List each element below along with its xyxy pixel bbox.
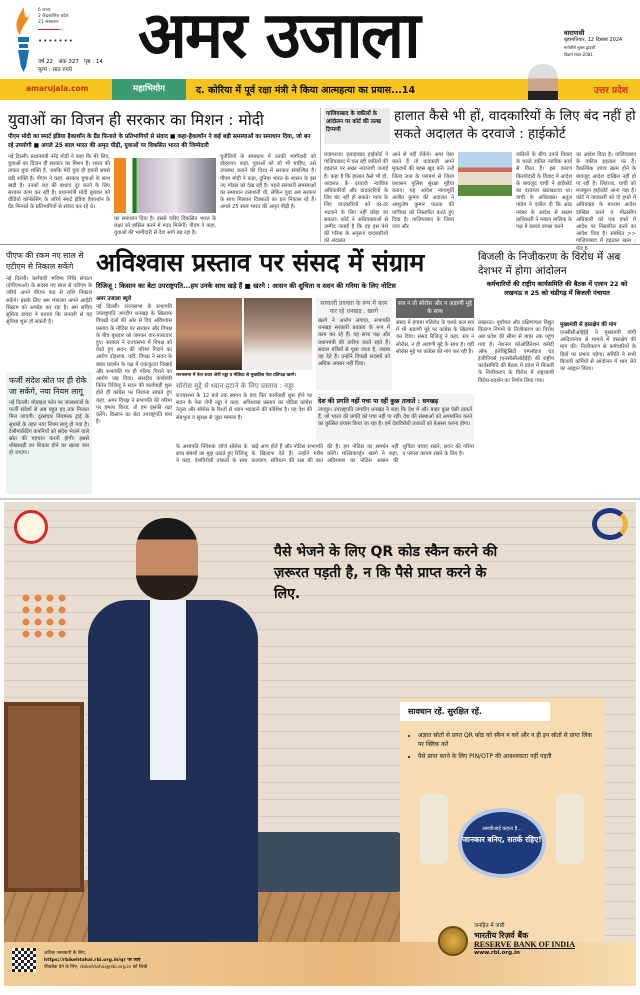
photo-caption: राज्यसभा में नेता सदन जेपी नड्डा व मीडिया से मुखातिब नेता प्रतिपक्ष खरगे।: [176, 373, 297, 378]
note-editions: 21 संस्करण: [38, 20, 59, 25]
body-bottom: के अरबपति निवेशक जॉर्ज सोरोस के साथ संबंधों का मुद्दा उठाते हुए रिजिजू ने कहा, देशविरोधी ताकतों के साथ खड़े आप होते हैं और नोटिस सभापति के खिलाफ देते हैं। उन्होंने गरीब कल्याण, संविधान की रक्षा की बात की है। हम नोटिस का समर्थन नहीं करेंगे। मल्लिकार्जुन खरगे ने कहा, अविश्वास का नोटिस आसन की शुचिता बचाए रखने, सदन की गरिमा व परंपरा कायम रखने के लिए है।: [176, 444, 474, 465]
body-col: का समाधान दिया है। इससे जरिए विकसित भारत के लक्ष्य को हासिल करने में मदद मिलेगी। पीएम ने कहा, युवाओं की भागीदारी से देश आगे बढ़ रहा है।: [114, 216, 216, 237]
note-uts: 2 केंद्रशासित प्रदेश: [38, 14, 69, 19]
masthead: 6 राज्य 2 केंद्रशासित प्रदेश 21 संस्करण ••••••• वर्ष 22 अंक 327 पृष्ठ : 14 मूल्य : सात रुपये अमर उजाला वाराणसी बृहस्पतिवार, 12 दिसंबर 2024 मार्गशीर्ष शुक्ल द्वादशी विक्रम संवत-2081: [0, 0, 640, 78]
body-col: नई दिल्ली। राज्यसभा के सभापति उपराष्ट्रपति जगदीप धनखड़ के खिलाफ विपक्षी दलों की ओर से दिए अविश्वास प्रस्ताव के नोटिस पर सरकार और विपक्ष के बीच बुधवार को जमकर वार-पलटवार हुए। सरकार ने राज्यसभा में विपक्ष को घेरते हुए सदन की गरिमा गिराने का आरोप दोहराया, वहीं, विपक्ष ने सदन के बाहर प्रदर्शन के पक्ष में एकजुटता दिखाई और सभापति पर ही गरिमा गिराने का आरोप जड़ दिया। संसदीय कार्यमंत्री किरेन रिजिजू ने सदन की कार्यवाही शुरू होते ही कांग्रेस पर निशाना साधते हुए कहा, अगर विपक्ष ने सभापति की गरिमा पर हमला किया, तो हम इसकी रक्षा करेंगे। किसान का बेटा उपराष्ट्रपति बना है।: [96, 304, 172, 426]
footer-text: अधिक जानकारी के लिए,: [44, 951, 87, 956]
sub-title: देश की प्रगति नहीं पचा पा रहीं कुछ ताकतें : धनखड़: [318, 398, 439, 405]
body-col: चुनौतियों के समाधान में उनकी भागीदारी को दोहराया। कहा, युवाओं को जो भी चाहिए, उसे उपलब्ध कराने की दिशा में सरकार संकल्पित है। पीएम मोदी ने कहा, दुनिया भारत के शासन के इस नए मॉडल को देख रही है। पहले सरकारी समस्याओं का समाधान तलाशती थी, लेकिन युवा अब सरकार के साथ मिलकर दिक्कतों का हल निकाल रहे हैं। अगले 25 साल भारत की अमृत पीढ़ी है।: [220, 154, 316, 211]
kharge-photo: [244, 298, 312, 370]
sub-story-kharge: [316, 298, 392, 390]
body-col: प्रयागराज। इलाहाबाद हाईकोर्ट ने गाजियाबाद में चल रही वकीलों की हड़ताल पर सख्त नाराजगी जताई है। कहा है कि हालात कैसे भी हों, अदालत के दरवाजे न्यायिक अधिकारियों और वादकारियों के लिए बंद नहीं हो सकते। न्याय के लिए वादकारियों को दर-दर भटकने के लिए नहीं छोड़ा जा सकता। कोर्ट ने अधिवक्ताओं से उम्मीद जताई है कि वह इस पेशे की गरिमा के अनुरूप वादकारियों को अदालत: [324, 152, 388, 245]
caution-title: सावधान रहें. सुरक्षित रहें.: [400, 702, 550, 721]
torch-logo-icon: [12, 5, 34, 73]
sub-title: मुख्यमंत्री से हस्तक्षेप की मांग: [560, 322, 617, 328]
story-modi: [8, 108, 316, 242]
sub-body: संसद में हंगामा गतिरोध के चलते कल सत्र में भी अडाणी मुद्दे पर कांग्रेस के खिलाफ कर दिया। संसद रिजिजू ने कहा, सत्र न सोरोस, न ही अडाणी मुद्दे के साथ है। वहीं सोरोस मुद्दे पर कांग्रेस की मांग कर रही है।: [396, 320, 474, 355]
headline: फर्जी संदेश स्रोत पर ही रोके जा सकेंगे, नया नियम लागू: [9, 376, 87, 396]
body: नई दिल्ली। कर्मचारी भविष्य निधि संगठन (ईपीएफओ) के सदस्य नए साल से एटीएम के जरिये अपने पीएफ फंड से राशि निकाल सकेंगे। इसके लिए श्रम मंत्रालय अपने आईटी सिस्टम को अपग्रेड कर रहा है। श्रम सचिव सुमिता डावरा ने बताया कि जनवरी से यह सुविधा शुरू हो सकती है।: [6, 276, 92, 326]
issuer-url[interactable]: www.rbi.org.in: [474, 950, 520, 956]
sub-body: जयपुर। उपराष्ट्रपति जगदीप धनखड़ ने कहा कि देश में और बाहर कुछ ऐसी ताकतें हैं, जो भारत की प्रगति को पचा नहीं पा रहीं। देश की संस्थाओं को अपमानित करने का कुत्सित प्रयास किया जा रहा है। हमें देशविरोधी ताकतों को बेअसर करना होगा।: [318, 407, 472, 428]
price: मूल्य : सात रुपये: [38, 67, 72, 73]
masthead-title: अमर उजाला: [138, 0, 419, 73]
headline: अविश्वास प्रस्ताव पर संसद में संग्राम: [96, 248, 425, 277]
sub-title: सत्र न तो सोरोस और न अडाणी मुद्दे के साथ: [396, 298, 474, 318]
mascot-left-icon: [420, 794, 448, 864]
issuer-hindi: भारतीय रिज़र्व बैंक: [474, 931, 529, 940]
site-link[interactable]: amarujala.com: [26, 84, 89, 93]
deck: रिजिजू : किसान का बेटा उपराष्ट्रपति...हम उनके साथ खड़े हैं ■ खरगे : आसन की शुचिता व सदन की गरिमा के लिए नोटिस: [96, 282, 396, 290]
nadda-photo: [176, 298, 242, 370]
kicker: गाजियाबाद के वकीलों के आंदोलन पर कोर्ट की तल्ख टिप्पणी: [324, 108, 390, 144]
sub-body: राज्यसभा के 12 बजे तक स्थगन के बाद फिर कार्यवाही शुरू होने पर सदन के नेता जेपी नड्डा ने कहा, अविश्वास प्रस्ताव का नोटिस कांग्रेस नेतृत्व और सोरोस के रिश्तों से ध्यान भटकाने की कोशिश है। यह देश की संप्रभुता व सुरक्षा से जुड़ा मामला है।: [176, 393, 312, 421]
body: नई दिल्ली। मोबाइल फोन पर जालसाजों के फर्जी संदेशों से अब बहुत हद तक निजात मिल जाएगी। दूरसंचार नियामक ट्राई के सुधारों के तहत नया नियम लागू हो गया है। टेलीमार्केटिंग कंपनियों को संदेश भेजने वाले स्रोत की पहचान करनी होगी। इससे धोखाधड़ी का शिकार होने का खतरा कम हो जाएगा।: [9, 400, 89, 457]
body-col: एनसीसीओईईई ने मुख्यमंत्री योगी आदित्यनाथ से मामले में हस्तक्षेप की मांग की। निजीकरण से कर्मचारियों के हितों पर प्रभाव पड़ेगा। समिति ने सभी बिजली कर्मियों से आंदोलन में भाग लेने का आह्वान किया।: [560, 330, 636, 373]
headline: हालात कैसे भी हों, वादकारियों के लिए बंद नहीं हो सकते अदालत के दरवाजे : हाईकोर्ट: [394, 109, 636, 142]
badge-top: आरबीआई कहता है...: [481, 826, 523, 832]
footer-url[interactable]: https://rbikehtahai.rbi.org.in/qr पर जाएं: [44, 958, 141, 963]
date: बृहस्पतिवार, 12 दिसंबर 2024: [564, 37, 623, 43]
bullet: • पैसे प्राप्त करने के लिए PIN/OTP की आवश्यकता नहीं पड़ती: [418, 752, 596, 761]
body-col: आने से नहीं रोकेंगे। अगर ऐसा करते हैं तो वादकारी अपने मुकदमों की बहस खुद करें। उन्हें जिला जज के परामर्श से जिला प्रशासन पुलिस सुरक्षा मुहैया कराए। यह आदेश न्यायमूर्ति अजीत कुमार की अदालत ने आशुतोष कुमार पाठक की याचिका को निस्तारित करते हुए दिया है। गाजियाबाद के जिला जज और: [392, 152, 454, 231]
beti-logo-icon: [14, 510, 48, 544]
korea-minister-photo: [528, 64, 558, 100]
caution-panel: [400, 698, 604, 948]
samvat: विक्रम संवत-2081: [564, 52, 593, 57]
body-col: का आदेश दिया है। गाजियाबाद के वकील हड़ताल पर हैं। वैकल्पिक उपाय खत्म होने के बावजूद आदेश दाखिल नहीं हो पा रही है। लिहाजा, याची को मजबूरन हाईकोर्ट आना पड़ा है। कोर्ट ने वादकारी को दो हफ्ते में अधिवक्ता के माध्यम आदेश दाखिल करने व पीठासीन अधिकारी को एक हफ्ते में आदेश पर निस्तारित करने का आदेश दिया है। संबंधित >> गाजियाबाद में हड़ताल खत्म : पेज 6: [576, 152, 636, 252]
note-states: 6 राज्य: [38, 8, 51, 13]
flowers: [20, 592, 66, 638]
story-fake-messages: [6, 372, 92, 494]
sub-story-nadda: [176, 382, 312, 434]
sofa: [234, 832, 404, 892]
issuer-note: जनहित में जारी: [474, 923, 505, 929]
issuer-english: RESERVE BANK OF INDIA: [474, 940, 575, 949]
body-col: लखनऊ। पूर्वांचल और दक्षिणांचल विद्युत वितरण निगमों के निजीकरण का विरोध अब प्रदेश की सीमा से बाहर तक पहुंच गया है। नेशनल कोऑर्डिनेशन कमेटी ऑफ इलेक्ट्रिसिटी एम्प्लॉइज एंड इंजीनियर्स (एनसीसीओईईई) की राष्ट्रीय कार्यसमिति की बैठक में प्रदेश में बिजली के निजीकरण के विरोध में राष्ट्रव्यापी विरोध-प्रदर्शन का निर्णय लिया गया।: [478, 320, 554, 384]
deck: पीएम मोदी का स्मार्ट इंडिया हैकाथॉन के ग्रैंड फिनाले के प्रतिभागियों से संवाद ■ कहा-हैकाथॉन ने कई बड़ी समस्याओं का समाधान दिया, जो बन रहे उपयोगी ■ अगले 25 साल भारत की अमृत पीढ़ी, युवाओं पर विकसित भारत की जिम्मेदारी: [8, 134, 311, 149]
hindu-date: मार्गशीर्ष शुक्ल द्वादशी: [564, 45, 596, 50]
region-label: उत्तर प्रदेश: [594, 86, 628, 96]
story-main: [96, 248, 474, 496]
rbi-qr-logo-icon: [592, 508, 628, 540]
sub-title: सोरोस मुद्दे से ध्यान हटाने के लिए प्रस्ताव : नड्डा: [176, 382, 294, 390]
rbi-seal-icon: [438, 926, 468, 956]
byline: अमर उजाला ब्यूरो: [96, 296, 132, 302]
mascot-right-icon: [556, 794, 584, 864]
headline: युवाओं का विजन ही सरकार का मिशन : मोदी: [8, 111, 264, 129]
city: वाराणसी: [564, 29, 585, 37]
sub-story-dhankhar: [316, 394, 474, 440]
sub-story-session: [396, 298, 474, 390]
story-pf: [6, 250, 92, 368]
body-col: नई दिल्ली। प्रधानमंत्री नरेंद्र मोदी ने कहा कि मेरे लिए, युवाओं का विजन ही सरकार का मिशन है। भारत की ताकत युवा शक्ति है, जबकि मेरी युवा ही हमारी सबसे बड़ी शक्ति है। पीएम ने कहा, सरकार युवाओं के साथ खड़ी है। उनको राह की बाधाएं दूर करने के लिए सरकार काम कर रही है। प्रधानमंत्री मोदी बुधवार को वीडियो कॉन्फ्रेंसिंग के जरिये स्मार्ट इंडिया हैकाथॉन के ग्रैंड फिनाले के प्रतिभागियों से संवाद कर रहे थे।: [8, 154, 110, 211]
story-highcourt: [324, 108, 636, 252]
footer-feedback[interactable]: फीडबैक देने के लिए, rbikehtahai@rbi.org.in को लिखें: [44, 965, 147, 970]
story-power: [478, 250, 636, 496]
sub-body: खरगे ने आरोप लगाया, सभापति धनखड़ सरकारी प्रवक्ता के रूप में काम कर रहे हैं। वह सत्ता पक्ष और प्रधानमंत्री की तारीफ करते रहते हैं। सवाल मंत्रियों से पूछा जाता है, जवाब वह देते हैं। उन्होंने विपक्षी सदस्यों को अधिक अवसर नहीं दिया।: [318, 318, 390, 368]
edition-meta: वर्ष 22 अंक 327 पृष्ठ : 14: [38, 59, 103, 65]
headline: बिजली के निजीकरण के विरोध में अब देशभर में होगा आंदोलन: [478, 251, 621, 277]
qr-code-icon: [12, 948, 36, 972]
rbi-advertisement: [4, 502, 636, 986]
highcourt-photo: [458, 152, 512, 196]
bookshelf: [4, 702, 84, 892]
sub-title: सरकारी प्रवक्ता के रूप में काम कर रहे धनखड़ : खरगे: [320, 300, 388, 315]
rbi-says-badge: [458, 808, 546, 878]
body-col: वकीलों के बीच उपजे विवाद के चलते वकील न्यायिक कार्य से विरत हैं। इस कारण किरायेदारी के विवाद में आदेश के बावजूद याची ने हाईकोर्ट का दरवाजा खटखटाया था। याची के अधिवक्ता अतुल पांडेय ने दलील दी कि आठ नवंबर के आदेश से सक्षम प्राधिकारी ने मकान मालिक के पक्ष में कब्जा वापस करने: [516, 152, 572, 231]
tag-impeachment: महाभियोग: [112, 79, 186, 100]
band-teaser[interactable]: द. कोरिया में पूर्व रक्षा मंत्री ने किया आत्महत्या का प्रयास...14: [196, 85, 416, 96]
deck: कर्मचारियों की राष्ट्रीय कार्यसमिति की बैठक में एलान 22 को लखनऊ व 25 को चंडीगढ़ में बिजली पंचायत: [486, 280, 628, 297]
ambassador-figure: [88, 518, 258, 948]
headline: पीएफ की रकम नए साल से एटीएम से निकाल सकेंगे: [6, 251, 84, 271]
badge-main: जानकार बनिए, सतर्क रहिए!: [462, 835, 542, 844]
bullet: • अज्ञात स्रोतों से प्राप्त QR कोड को स्कैन न करें और न ही इन स्रोतों से प्राप्त लिंक पर क्लिक करें: [418, 731, 596, 749]
modi-photo: [114, 158, 216, 213]
ad-headline: पैसे भेजने के लिए QR कोड स्कैन करने की ज़रूरत पड़ती है, न कि पैसे प्राप्त करने के लिए.: [274, 544, 498, 602]
